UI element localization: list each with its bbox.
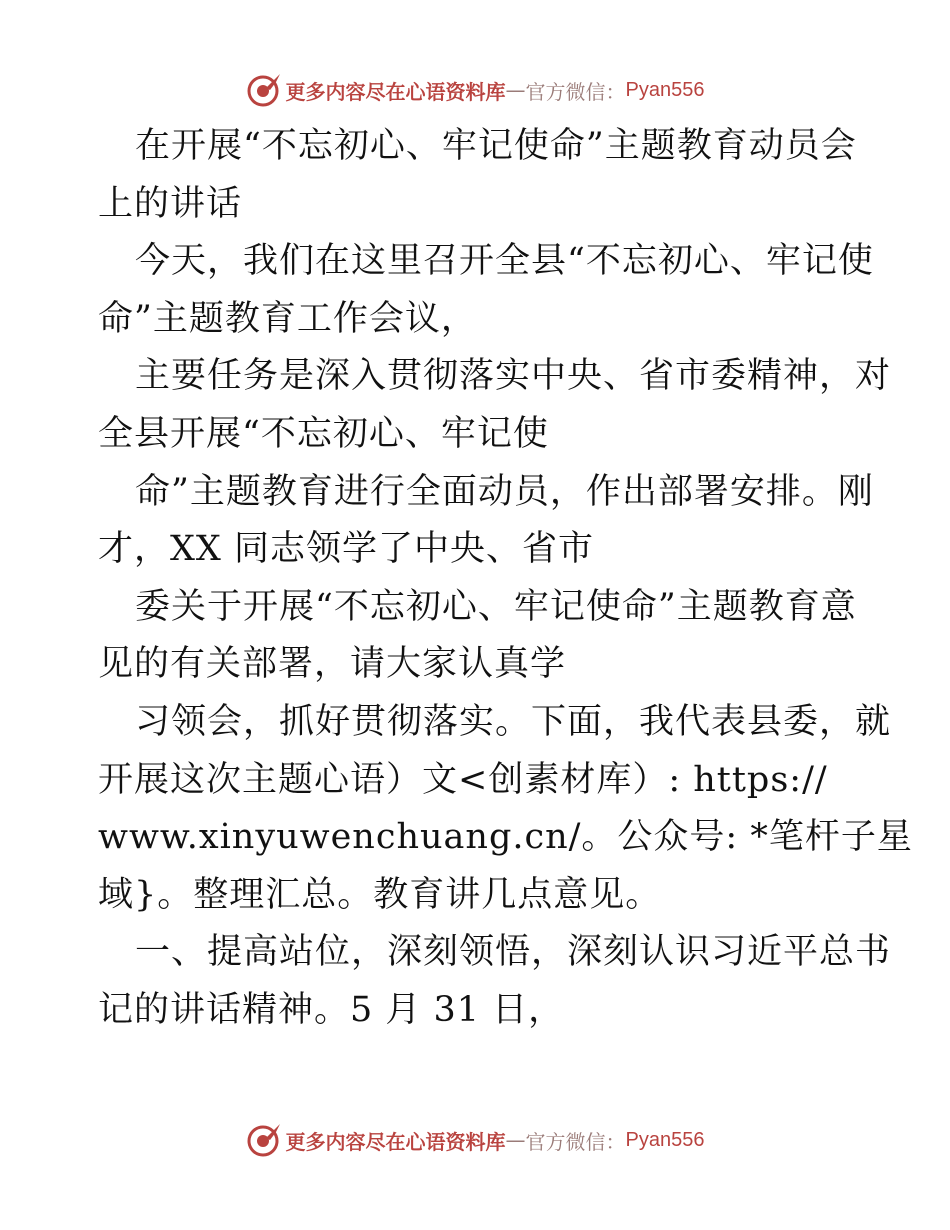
banner-label: 官方微信： (525, 79, 626, 104)
text-line: www.xinyuwenchuang.cn/。公众号: *笔杆子星 (98, 817, 913, 858)
footer-watermark-banner (0, 1120, 950, 1160)
text-line: 习领会，抓好贯彻落实。下面，我代表县委，就 (135, 701, 892, 742)
text-line: 主要任务是深入贯彻落实中央、省市委精神，对 (135, 356, 892, 397)
text-line: 在开展“不忘初心、牢记使命”主题教育动员会 (135, 126, 857, 166)
text-line: 一、提高站位，深刻领悟，深刻认识习近平总书 (135, 932, 892, 973)
quill-logo-icon (246, 72, 282, 108)
banner-label: 官方微信： (525, 1129, 626, 1154)
document-body (98, 118, 913, 1040)
text-line: 委关于开展“不忘初心、牢记使命”主题教育意 (135, 586, 857, 627)
text-line: 全县开展“不忘初心、牢记使 (98, 413, 549, 454)
text-line: 域}。整理汇总。教育讲几点意见。 (98, 874, 662, 915)
banner-dash: — (505, 78, 526, 102)
text-line: 命”主题教育工作会议， (98, 298, 477, 339)
header-watermark-banner (0, 70, 950, 110)
banner-main-text: 更多内容尽在心语资料库 (285, 1129, 506, 1154)
banner-dash: — (505, 1128, 526, 1152)
text-line: 记的讲话精神。5 月 31 日， (98, 989, 565, 1030)
banner-account: Pyan556 (625, 78, 705, 101)
banner-main-text: 更多内容尽在心语资料库 (285, 79, 506, 104)
quill-logo-icon (246, 1122, 282, 1158)
text-line: 命”主题教育进行全面动员，作出部署安排。刚 (135, 471, 874, 512)
banner-account: Pyan556 (625, 1128, 705, 1151)
text-line: 上的讲话 (98, 183, 243, 224)
text-line: 才，XX 同志领学了中央、省市 (98, 529, 594, 570)
text-line: 今天，我们在这里召开全县“不忘初心、牢记使 (135, 241, 874, 282)
text-line: 见的有关部署，请大家认真学 (98, 644, 567, 685)
text-line: 开展这次主题心语）文<创素材库）: https:// (98, 759, 828, 800)
